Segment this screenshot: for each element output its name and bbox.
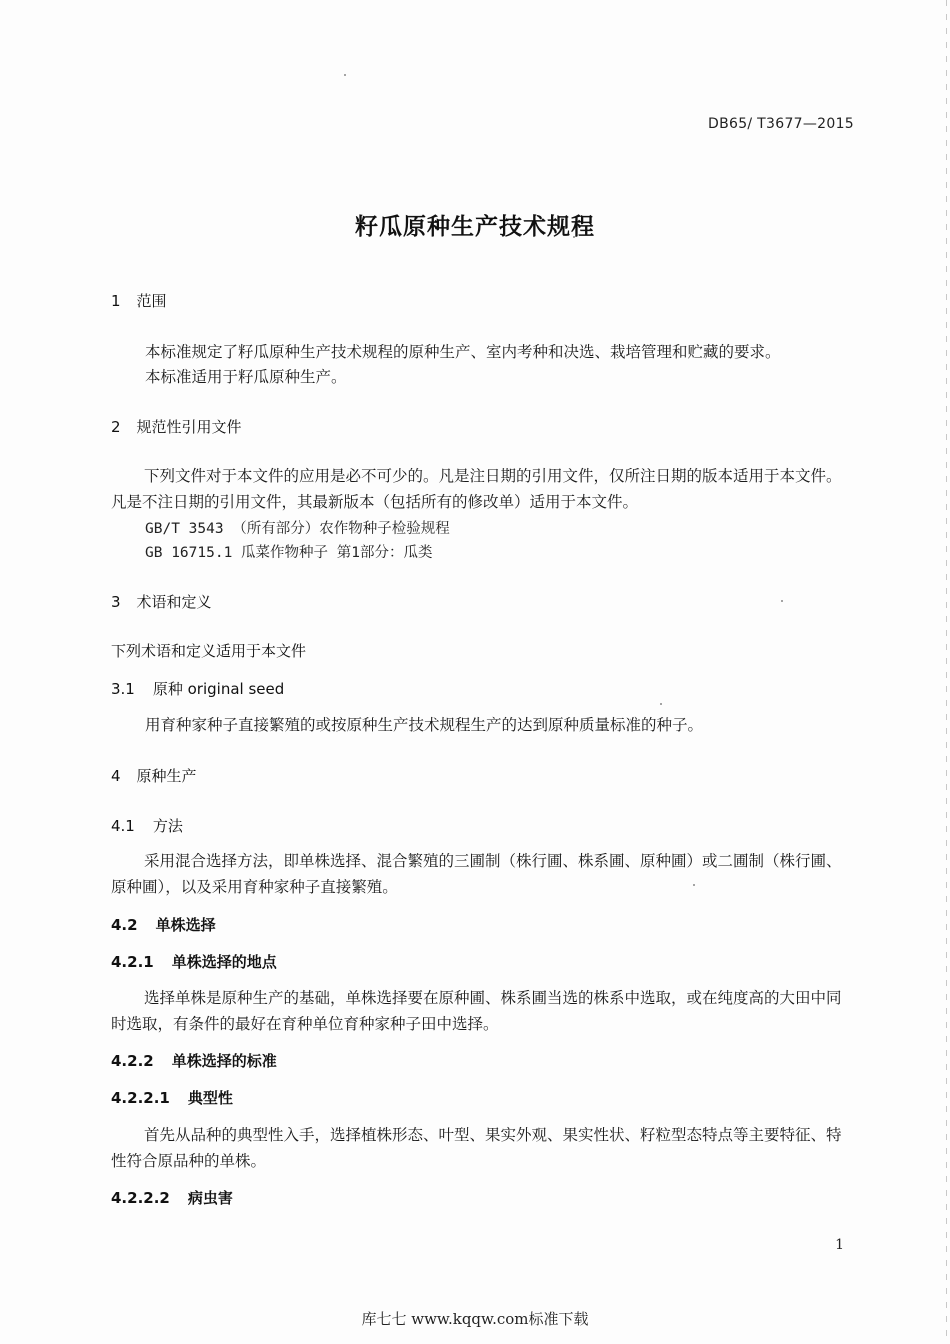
section-number: 4.2.2.2 bbox=[111, 1189, 170, 1207]
section-title: 原种生产 bbox=[136, 767, 197, 785]
section-title: 原种 original seed bbox=[152, 680, 285, 698]
section-4-2-2-1-paragraph: 首先从品种的典型性入手，选择植株形态、叶型、果实外观、果实性状、籽粒型态特点等主要特征、特性符合原品种的单株。 bbox=[111, 1126, 842, 1170]
section-title: 单株选择 bbox=[155, 916, 216, 934]
section-3-intro: 下列术语和定义适用于本文件 bbox=[111, 642, 307, 660]
section-title: 术语和定义 bbox=[136, 593, 212, 611]
section-number: 2 bbox=[111, 418, 121, 436]
footer-watermark: 库七七 www.kqqw.com标准下载 bbox=[361, 1310, 589, 1328]
scan-speck bbox=[781, 600, 783, 602]
section-3-1-heading bbox=[111, 678, 284, 699]
section-number: 4.1 bbox=[111, 817, 135, 835]
section-4-heading bbox=[111, 765, 197, 786]
section-4-2-1-paragraph: 选择单株是原种生产的基础，单株选择要在原种圃、株系圃当选的株系中选取，或在纯度高的大田中同时选取，有条件的最好在育种单位育种家种子田中选择。 bbox=[111, 989, 842, 1033]
section-4-2-2-2-heading bbox=[111, 1187, 233, 1208]
section-number: 3 bbox=[111, 593, 121, 611]
reference-item: GB/T 3543 （所有部分）农作物种子检验规程 bbox=[145, 521, 450, 537]
section-4-2-heading bbox=[111, 914, 216, 935]
section-title: 单株选择的地点 bbox=[171, 953, 277, 971]
section-number: 4.2.2.1 bbox=[111, 1089, 170, 1107]
section-title: 病虫害 bbox=[187, 1189, 233, 1207]
section-2-paragraph: 下列文件对于本文件的应用是必不可少的。凡是注日期的引用文件，仅所注日期的版本适用于本文件。凡是不注日期的引用文件，其最新版本（包括所有的修改单）适用于本文件。 bbox=[111, 467, 842, 511]
scan-speck bbox=[660, 703, 662, 705]
document-title: 籽瓜原种生产技术规程 bbox=[355, 214, 595, 240]
section-3-heading bbox=[111, 591, 212, 612]
section-title: 典型性 bbox=[187, 1089, 233, 1107]
document-code: DB65/ T3677—2015 bbox=[708, 116, 854, 132]
section-number: 4.2 bbox=[111, 916, 138, 934]
section-title: 范围 bbox=[136, 292, 167, 310]
section-4-1-heading bbox=[111, 815, 183, 836]
section-number: 4 bbox=[111, 767, 121, 785]
reference-item: GB 16715.1 瓜菜作物种子 第1部分：瓜类 bbox=[145, 545, 433, 561]
section-number: 4.2.2 bbox=[111, 1052, 154, 1070]
section-4-1-paragraph: 采用混合选择方法，即单株选择、混合繁殖的三圃制（株行圃、株系圃、原种圃）或二圃制（株行圃、原种圃），以及采用育种家种子直接繁殖。 bbox=[111, 852, 842, 896]
section-title: 单株选择的标准 bbox=[171, 1052, 277, 1070]
section-1-paragraph-1: 本标准规定了籽瓜原种生产技术规程的原种生产、室内考种和决选、栽培管理和贮藏的要求。 bbox=[145, 343, 781, 361]
section-1-heading bbox=[111, 290, 167, 311]
scan-speck bbox=[344, 74, 346, 76]
scan-edge-right bbox=[946, 0, 947, 1344]
section-number: 1 bbox=[111, 292, 121, 310]
section-title: 规范性引用文件 bbox=[136, 418, 242, 436]
section-number: 4.2.1 bbox=[111, 953, 154, 971]
section-4-2-2-heading bbox=[111, 1050, 277, 1071]
section-number: 3.1 bbox=[111, 680, 135, 698]
section-title: 方法 bbox=[152, 817, 183, 835]
section-2-heading bbox=[111, 416, 242, 437]
section-3-1-paragraph: 用育种家种子直接繁殖的或按原种生产技术规程生产的达到原种质量标准的种子。 bbox=[145, 716, 704, 734]
page-number: 1 bbox=[835, 1237, 844, 1253]
section-4-2-1-heading bbox=[111, 951, 277, 972]
section-1-paragraph-2: 本标准适用于籽瓜原种生产。 bbox=[145, 368, 347, 386]
section-4-2-2-1-heading bbox=[111, 1087, 233, 1108]
